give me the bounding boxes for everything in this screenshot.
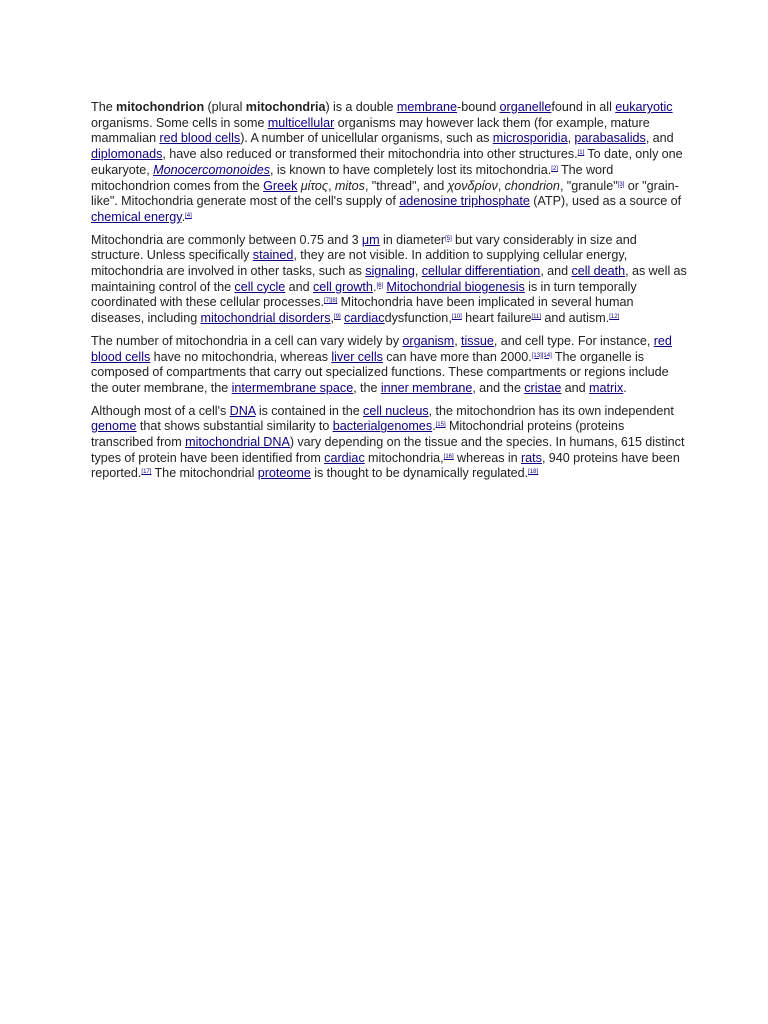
text: and [561, 380, 589, 395]
text: is in turn temporally coordinated with these cellular processes. [91, 279, 637, 310]
transliteration: mitos [334, 178, 365, 193]
link-parabasalids[interactable]: parabasalids [574, 131, 646, 146]
link-mitochondrial-dna[interactable]: mitochondrial DNA [185, 435, 290, 450]
text: (plural [204, 100, 246, 114]
text: . [181, 209, 186, 224]
text: , [328, 178, 335, 193]
citation-13-14[interactable] [532, 353, 552, 359]
link-eukaryotic[interactable]: eukaryotic [615, 100, 673, 114]
text: , is known to have completely lost its mitochondria. [270, 162, 552, 177]
link-inner-membrane[interactable]: inner membrane [380, 380, 473, 395]
text: The word mitochondrion comes from the [91, 162, 614, 193]
text: -bound [457, 100, 500, 114]
citation-15[interactable] [436, 422, 446, 428]
text: have no mitochondria, whereas [150, 349, 332, 364]
citation-link[interactable]: [17] [141, 469, 152, 476]
link-genome[interactable]: genome [91, 419, 137, 434]
citation-link[interactable]: [1] [577, 150, 585, 157]
citation-7-8[interactable] [324, 298, 337, 304]
link-mitochondrial-disorders[interactable]: mitochondrial disorders [200, 311, 331, 326]
greek-term: χονδρίον [447, 178, 498, 193]
text: Although most of a cell's [91, 403, 230, 418]
italic-link-text: Monocercomonoides [153, 162, 271, 177]
link-chemical-energy[interactable]: chemical energy [91, 209, 182, 224]
link-organism[interactable]: organism [402, 333, 455, 348]
text: , have also reduced or transformed their mitochondria into other structures. [162, 147, 578, 162]
citation-link[interactable]: [4] [185, 212, 192, 219]
link-organelle[interactable]: organelle [499, 100, 552, 114]
greek-term: μίτος [300, 178, 329, 193]
link-micrometre[interactable]: μm [361, 232, 380, 247]
bold-term: mitochondrion [116, 100, 205, 114]
text: . [623, 380, 627, 395]
link-cristae[interactable]: cristae [524, 380, 562, 395]
link-mitochondrial-biogenesis[interactable]: Mitochondrial biogenesis [386, 279, 525, 294]
citation-link[interactable]: [12] [609, 314, 620, 321]
citation-12[interactable] [609, 314, 619, 320]
text: dysfunction, [384, 311, 452, 326]
link-tissue[interactable]: tissue [461, 333, 494, 348]
link-microsporidia[interactable]: microsporidia [492, 131, 568, 146]
text: organisms. Some cells in some [91, 115, 268, 130]
citation-link[interactable]: [11] [531, 314, 542, 321]
text: , "thread", and [364, 178, 448, 193]
text: heart failure [461, 311, 532, 326]
link-red-blood-cells[interactable]: red blood cells [159, 131, 241, 146]
citation-link[interactable]: [13][14] [531, 352, 552, 359]
text: The mitochondrial [151, 466, 258, 481]
citation-link[interactable]: [2] [551, 165, 558, 172]
paragraph-1 [91, 100, 687, 226]
text: organisms may however lack them (for example, mature mammalian [91, 115, 650, 146]
text: can have more than 2000. [382, 349, 532, 364]
text: mitochondria, [364, 450, 444, 465]
link-cell-death[interactable]: cell death [571, 264, 626, 279]
text: in diameter [379, 232, 446, 247]
citation-18[interactable] [528, 469, 538, 475]
citation-link[interactable]: [9] [334, 314, 341, 321]
link-membrane[interactable]: membrane [396, 100, 458, 114]
link-adenosine-triphosphate[interactable]: adenosine triphosphate [399, 194, 530, 209]
text: , [497, 178, 505, 193]
text: , and cell type. For instance, [493, 333, 654, 348]
text: Mitochondria are commonly between 0.75 and 3 [91, 232, 362, 247]
citation-17[interactable] [141, 469, 151, 475]
citation-link[interactable]: [6] [376, 282, 384, 289]
text: whereas in [453, 450, 521, 465]
link-matrix[interactable]: matrix [588, 380, 624, 395]
link-bacterial-genomes[interactable]: bacterialgenomes [332, 419, 433, 434]
text: The number of mitochondria in a cell can vary widely by [91, 333, 403, 348]
link-proteome[interactable]: proteome [257, 466, 311, 481]
link-red-blood-cells[interactable]: red blood cells [91, 333, 672, 364]
citation-11[interactable] [531, 314, 541, 320]
text: found in all [551, 100, 616, 114]
text: , 940 proteins have been reported. [91, 450, 680, 481]
text: , the [353, 380, 381, 395]
link-multicellular[interactable]: multicellular [267, 115, 335, 130]
text: and [285, 279, 313, 294]
citation-10[interactable] [452, 314, 462, 320]
text: , "granule" [559, 178, 618, 193]
text: that shows substantial similarity to [136, 419, 333, 434]
link-monocercomonoides[interactable] [153, 163, 270, 177]
link-stained[interactable]: stained [252, 248, 294, 263]
link-cell-nucleus[interactable]: cell nucleus [363, 403, 429, 418]
citation-16[interactable] [444, 454, 454, 460]
citation-2[interactable] [551, 166, 558, 172]
text: , and [540, 264, 572, 279]
link-cellular-differentiation[interactable]: cellular differentiation [421, 264, 541, 279]
citation-link[interactable]: [5] [445, 235, 452, 242]
link-diplomonads[interactable]: diplomonads [91, 147, 163, 162]
link-cell-growth[interactable]: cell growth [312, 279, 373, 294]
text: , and [645, 131, 674, 146]
text: . [432, 419, 436, 434]
text: , they are not visible. In addition to supplying cellular energy, mitochondria are involved in other tasks, such as [91, 248, 628, 279]
text: , [567, 131, 575, 146]
paragraph-4 [91, 404, 687, 483]
citation-9[interactable] [334, 314, 341, 320]
link-rats[interactable]: rats [520, 450, 542, 465]
text: , [414, 264, 422, 279]
text: , the mitochondrion has its own independent [428, 403, 674, 418]
text: Mitochondrial proteins (proteins transcribed from [91, 419, 625, 450]
link-greek[interactable]: Greek [263, 178, 298, 193]
text: The organelle is composed of compartments that carry out specialized functions. These compartments or regions include the outer membrane, the [91, 349, 669, 395]
text: , and the [472, 380, 525, 395]
text: , as well as maintaining control of the [91, 264, 687, 294]
citation-link[interactable]: [16] [443, 453, 454, 460]
text: Mitochondria have been implicated in several human diseases, including [91, 295, 634, 326]
link-dna[interactable]: DNA [229, 403, 256, 418]
text: ) is a double [325, 100, 397, 114]
text: but vary considerably in size and structure. Unless specifically [91, 232, 637, 263]
text: ). A number of unicellular organisms, such as [240, 131, 493, 146]
link-intermembrane-space[interactable]: intermembrane space [231, 380, 354, 395]
text: . [372, 279, 377, 294]
paragraph-2 [91, 233, 687, 327]
text: is contained in the [255, 403, 364, 418]
text: , [330, 311, 335, 326]
link-cardiac[interactable]: cardiac [344, 311, 385, 326]
citation-link[interactable]: [10] [451, 314, 462, 321]
paragraph-3 [91, 334, 687, 397]
text: and autism. [541, 311, 610, 326]
citation-link[interactable]: [18] [528, 469, 539, 476]
text: (ATP), used as a source of [529, 194, 682, 209]
citation-link[interactable]: [7][8] [324, 298, 338, 305]
text: ) vary depending on the tissue and the species. In humans, 615 distinct types of protein have been identified from [91, 435, 685, 465]
transliteration: chondrion [504, 178, 560, 193]
link-signaling[interactable]: signaling [365, 264, 415, 279]
citation-link[interactable]: [15] [435, 422, 446, 429]
text: or "grain-like". Mitochondria generate most of the cell's supply of [91, 178, 679, 209]
bold-term: mitochondria [245, 100, 326, 114]
link-cell-cycle[interactable]: cell cycle [234, 279, 286, 294]
link-cardiac[interactable]: cardiac [324, 450, 365, 465]
text: is thought to be dynamically regulated. [310, 466, 529, 481]
link-liver-cells[interactable]: liver cells [331, 349, 383, 364]
article-body [91, 100, 687, 489]
citation-link[interactable]: [3] [617, 181, 625, 188]
citation-5[interactable] [445, 236, 452, 242]
text: To date, only one eukaryote, [91, 147, 683, 177]
text: , [454, 333, 461, 348]
text: The [91, 100, 116, 114]
citation-4[interactable] [185, 213, 192, 219]
